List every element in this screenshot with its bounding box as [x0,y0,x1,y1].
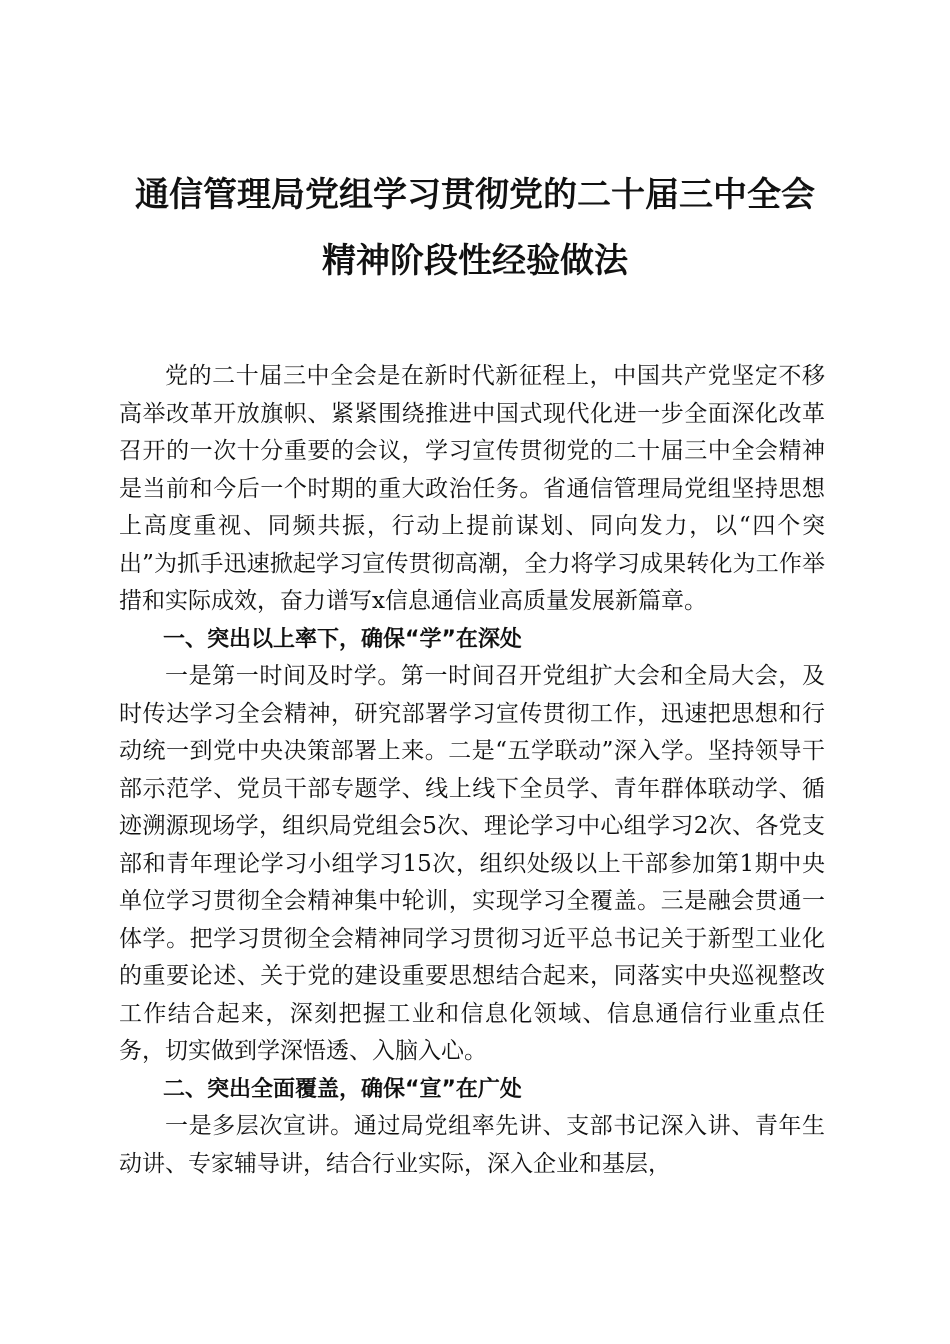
section-2-heading: 二、突出全面覆盖，确保“宣”在广处 [163,1076,522,1102]
section-1-paragraph: 一是第一时间及时学。第一时间召开党组扩大会和全局大会，及时传达学习全会精神，研究部署学习宣传贯彻工作，迅速把思想和行动统一到党中央决策部署上来。二是“五学联动”深入学。坚持领导干部示范学、党员干部专题学、线上线下全员学、青年群体联动学、循迹溯源现场学，组织局党组会5次、理论学习中心组学习2次、各党支部和青年理论学习小组学习15次，组织处级以上干部参加第1期中央单位学习贯彻全会精神集中轮训，实现学习全覆盖。三是融会贯通一体学。把学习贯彻全会精神同学习贯彻习近平总书记关于新型工业化的重要论述、关于党的建设重要思想结合起来，同落实中央巡视整改工作结合起来，深刻把握工业和信息化领域、信息通信行业重点任务，切实做到学深悟透、入脑入心。 [119,663,825,1064]
section-2-paragraph: 一是多层次宣讲。通过局党组率先讲、支部书记深入讲、青年生动讲、专家辅导讲，结合行业实际，深入企业和基层， [119,1113,825,1177]
section-1-heading: 一、突出以上率下，确保“学”在深处 [163,626,522,652]
document-body [119,358,825,1183]
document-title-line-1: 通信管理局党组学习贯彻党的二十届三中全会 [135,175,815,215]
document-title-line-2: 精神阶段性经验做法 [322,241,628,281]
intro-paragraph: 党的二十届三中全会是在新时代新征程上，中国共产党坚定不移高举改革开放旗帜、紧紧围绕推进中国式现代化进一步全面深化改革召开的一次十分重要的会议，学习宣传贯彻党的二十届三中全会精神是当前和今后一个时期的重大政治任务。省通信管理局党组坚持思想上高度重视、同频共振，行动上提前谋划、同向发力，以“四个突出”为抓手迅速掀起学习宣传贯彻高潮，全力将学习成果转化为工作举措和实际成效，奋力谱写x信息通信业高质量发展新篇章。 [119,363,825,614]
